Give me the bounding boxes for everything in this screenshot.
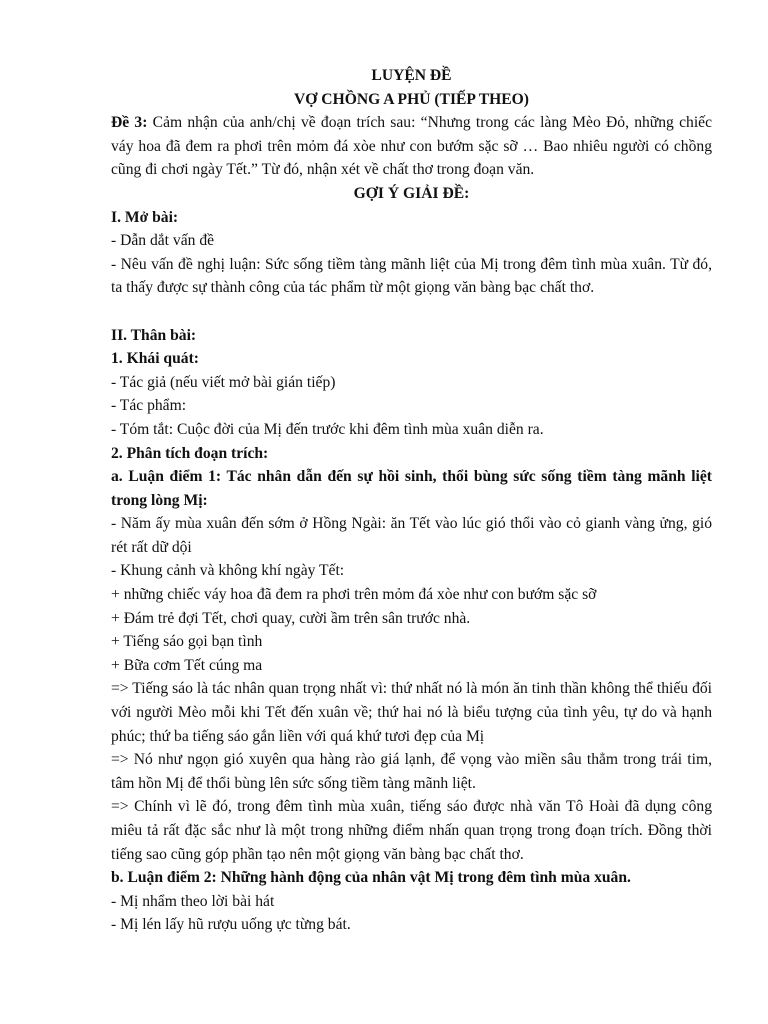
luan-diem-2-item-1: - Mị nhẩm theo lời bài hát bbox=[111, 892, 275, 910]
mo-bai-item-2: - Nêu vấn đề nghị luận: Sức sống tiềm tàng mãnh liệt của Mị trong đêm tình mùa xuân. Từ đó, ta thấy được sự thành công của tác phẩm từ một giọng văn bàng bạc chất thơ. bbox=[111, 255, 712, 297]
luan-diem-2-item-2: - Mị lén lấy hũ rượu uống ực từng bát. bbox=[111, 916, 351, 934]
document-title: LUYỆN ĐỀ bbox=[371, 67, 452, 84]
khai-quat-item-3: - Tóm tắt: Cuộc đời của Mị đến trước khi đêm tình mùa xuân diễn ra. bbox=[111, 420, 544, 438]
khai-quat-item-1: - Tác giả (nếu viết mở bài gián tiếp) bbox=[111, 373, 336, 391]
luan-diem-1-heading: a. Luận điểm 1: Tác nhân dẫn đến sự hồi sinh, thổi bùng sức sống tiềm tàng mãnh liệt trong lòng Mị: bbox=[111, 468, 712, 509]
luan-diem-1-item-2: - Khung cảnh và không khí ngày Tết: bbox=[111, 562, 345, 580]
de3-paragraph bbox=[111, 111, 712, 182]
luan-diem-1-item-4: + Đám trẻ đợi Tết, chơi quay, cười ầm trên sân trước nhà. bbox=[111, 609, 471, 627]
khai-quat-item-2: - Tác phẩm: bbox=[111, 397, 187, 415]
luan-diem-1-item-7: => Tiếng sáo là tác nhân quan trọng nhất vì: thứ nhất nó là món ăn tinh thần không thể thiếu đối với người Mèo mỗi khi Tết đến xuân về; thứ hai nó là biểu tượng của tình yêu, tự do và hạnh phúc; thứ ba tiếng sáo gắn liền với quá khứ tươi đẹp của Mị bbox=[111, 680, 712, 745]
document-page bbox=[111, 64, 712, 937]
luan-diem-2-heading: b. Luận điểm 2: Những hành động của nhân vật Mị trong đêm tình mùa xuân. bbox=[111, 869, 631, 887]
luan-diem-1-item-1: - Năm ấy mùa xuân đến sớm ở Hồng Ngài: ăn Tết vào lúc gió thổi vào cỏ gianh vàng ửng, gió rét rất dữ dội bbox=[111, 515, 712, 556]
goi-y-heading: GỢI Ý GIẢI ĐỀ: bbox=[353, 184, 470, 202]
luan-diem-1-item-8: => Nó như ngọn gió xuyên qua hàng rào giá lạnh, để vọng vào miền sâu thẳm trong trái tim, tâm hồn Mị để thổi bùng lên sức sống tiềm tàng mãnh liệt. bbox=[111, 751, 712, 792]
document-subtitle: VỢ CHỒNG A PHỦ (TIẾP THEO) bbox=[294, 90, 529, 108]
luan-diem-1-item-3: + những chiếc váy hoa đã đem ra phơi trên mỏm đá xòe như con bướm sặc sỡ bbox=[111, 586, 597, 604]
mo-bai-item-1: - Dẫn dắt vấn đề bbox=[111, 232, 215, 250]
khai-quat-heading: 1. Khái quát: bbox=[111, 350, 199, 368]
de3-label: Đề 3: bbox=[111, 114, 148, 132]
mo-bai-heading: I. Mở bài: bbox=[111, 208, 179, 226]
phan-tich-heading: 2. Phân tích đoạn trích: bbox=[111, 444, 269, 462]
luan-diem-1-item-5: + Tiếng sáo gọi bạn tình bbox=[111, 633, 263, 651]
than-bai-heading: II. Thân bài: bbox=[111, 326, 197, 344]
luan-diem-1-item-6: + Bữa cơm Tết cúng ma bbox=[111, 656, 263, 674]
de3-text: Cảm nhận của anh/chị về đoạn trích sau: “Nhưng trong các làng Mèo Đỏ, những chiếc váy hoa đã đem ra phơi trên mỏm đá xòe như con bướm sặc sỡ … Bao nhiêu người có chồng cũng đi chơi ngày Tết.” Từ đó, nhận xét về chất thơ trong đoạn văn. bbox=[111, 114, 712, 179]
luan-diem-1-item-9: => Chính vì lẽ đó, trong đêm tình mùa xuân, tiếng sáo được nhà văn Tô Hoài đã dụng công miêu tả rất đặc sắc như là một trong những điểm nhấn quan trọng trong đoạn trích. Đồng thời tiếng sao cũng góp phần tạo nên một giọng văn bàng bạc chất thơ. bbox=[111, 798, 712, 863]
blank-line bbox=[111, 300, 712, 324]
